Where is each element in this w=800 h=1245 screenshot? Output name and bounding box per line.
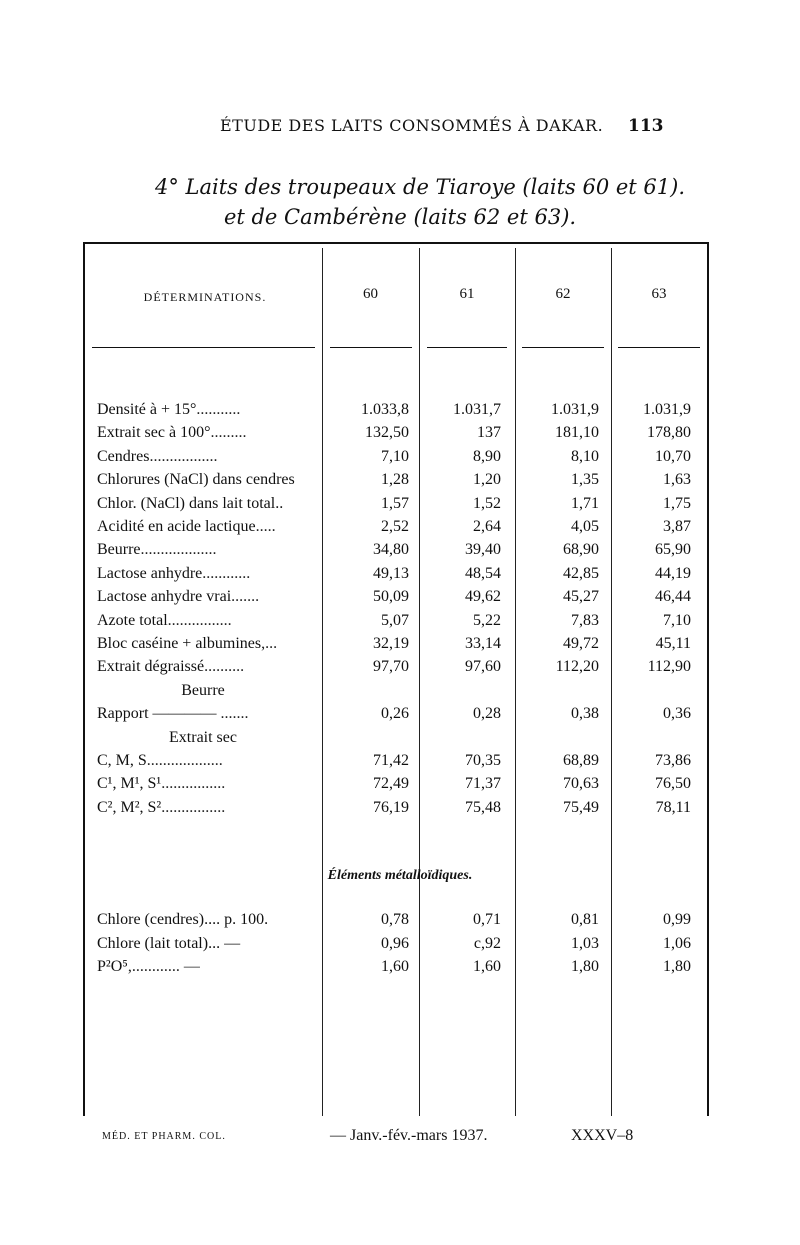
- table-row: [0, 796, 800, 819]
- row-label: [97, 562, 319, 585]
- cell-63: 178,80: [647, 424, 691, 442]
- row-label: [97, 585, 319, 608]
- table-row: [0, 655, 800, 678]
- cell-63: 1,80: [663, 958, 691, 975]
- cell-63: 1.031,9: [643, 401, 691, 418]
- cell-63: 46,44: [655, 588, 691, 606]
- table-row: [0, 515, 800, 538]
- cell-62: 1,03: [571, 934, 599, 952]
- row-label: [97, 609, 319, 632]
- section-title-line1: 4° Laits des troupeaux de Tiaroye (laits 60 et 61).: [154, 175, 685, 199]
- cell-61: 49,62: [465, 588, 501, 606]
- table-row: [0, 749, 800, 772]
- table-row: [0, 932, 800, 955]
- cell-62: 7,83: [571, 611, 599, 629]
- row-label-text: Beurre: [97, 541, 141, 559]
- row-label-text: Beurre: [181, 681, 225, 699]
- row-label: [97, 955, 319, 978]
- header-col-63: 63: [651, 286, 667, 302]
- header-determinations: DÉTERMINATIONS.: [143, 290, 267, 304]
- cell-61: 70,35: [465, 752, 501, 769]
- row-label-text: Azote total: [97, 611, 168, 629]
- cell-61: 97,60: [465, 658, 501, 676]
- cell-63: 73,86: [655, 752, 691, 769]
- cell-62: 68,89: [563, 752, 599, 769]
- row-leader-dots: ............: [202, 564, 251, 582]
- row-label-text: C², M², S²: [97, 798, 162, 816]
- cell-63: 1,75: [663, 494, 691, 512]
- row-leader-dots: ................: [161, 798, 226, 816]
- cell-62: 42,85: [563, 564, 599, 582]
- row-label-text: Cendres: [97, 447, 150, 465]
- row-label-text: Extrait dégraissé: [97, 658, 205, 676]
- cell-63: 7,10: [663, 611, 691, 629]
- cell-61: 39,40: [465, 541, 501, 559]
- table-row: [0, 468, 800, 491]
- cell-61: 8,90: [473, 447, 501, 465]
- cell-62: 4,05: [571, 518, 599, 535]
- header-col-60: 60: [363, 286, 378, 302]
- cell-60: 50,09: [373, 588, 409, 606]
- header-col-62: 62: [555, 286, 571, 302]
- cell-61: 0,28: [473, 705, 501, 723]
- cell-60: 7,10: [381, 447, 409, 465]
- row-label-text: Lactose anhydre: [97, 564, 203, 582]
- header-rule: [618, 347, 700, 348]
- row-leader-dots: .........: [210, 424, 247, 442]
- cell-62: 49,72: [563, 635, 599, 652]
- cell-60: 1,28: [381, 471, 409, 489]
- row-label: [97, 538, 319, 561]
- cell-62: 1,71: [571, 494, 599, 512]
- row-leader-dots: ,............ —: [127, 958, 200, 975]
- header-col-61: 61: [459, 286, 475, 302]
- cell-63: 76,50: [655, 775, 691, 793]
- cell-60: 5,07: [381, 611, 409, 629]
- table-row: [0, 538, 800, 561]
- cell-60: 32,19: [373, 635, 409, 652]
- cell-61: 48,54: [465, 564, 501, 582]
- row-label-text: Chlor. (NaCl) dans lait total..: [97, 494, 284, 512]
- cell-63: 65,90: [655, 541, 691, 559]
- cell-62: 112,20: [555, 658, 599, 676]
- row-label-text: Extrait sec: [169, 728, 237, 746]
- row-label: [97, 492, 319, 515]
- cell-62: 68,90: [563, 541, 599, 559]
- table-row: [0, 632, 800, 655]
- row-leader-dots: .....: [255, 518, 276, 535]
- cell-62: 0,81: [571, 911, 599, 928]
- cell-61: 5,22: [473, 611, 501, 629]
- row-label-text: Densité à + 15°: [97, 401, 197, 418]
- cell-62: 45,27: [563, 588, 599, 606]
- cell-61: 137: [477, 424, 501, 442]
- row-label: [97, 421, 319, 444]
- footer-volume: XXXV–8: [571, 1127, 634, 1144]
- row-label-text: Chlore (lait total)... —: [97, 934, 241, 952]
- cell-61: 33,14: [465, 635, 501, 652]
- cell-63: 78,11: [655, 798, 691, 816]
- row-label: [97, 796, 319, 819]
- row-leader-dots: .......: [231, 588, 260, 606]
- cell-62: 1,80: [571, 958, 599, 975]
- cell-60: 1.033,8: [361, 401, 409, 418]
- row-label: [97, 445, 319, 468]
- cell-62: 0,38: [571, 705, 599, 723]
- cell-60: 34,80: [373, 541, 409, 559]
- table-row: [0, 726, 800, 749]
- row-label-text: C, M, S: [97, 752, 147, 769]
- cell-61: 1,20: [473, 471, 501, 489]
- cell-61: 1.031,7: [453, 401, 501, 418]
- row-label: [97, 749, 319, 772]
- row-label: [97, 632, 319, 655]
- row-leader-dots: ................: [161, 775, 226, 793]
- row-label-text: Chlorures (NaCl) dans cendres: [97, 471, 295, 489]
- header-rule: [330, 347, 412, 348]
- row-label: [97, 726, 309, 749]
- cell-61: 1,52: [473, 494, 501, 512]
- cell-60: 0,26: [381, 705, 409, 723]
- cell-61: 1,60: [473, 958, 501, 975]
- table-row: [0, 609, 800, 632]
- cell-61: 71,37: [465, 775, 501, 793]
- cell-63: 112,90: [647, 658, 691, 676]
- row-leader-dots: ..........: [204, 658, 245, 676]
- cell-63: 0,99: [663, 911, 691, 928]
- row-label-text: Acidité en acide lactique: [97, 518, 256, 535]
- page-footer: [0, 1127, 800, 1151]
- row-label: [97, 679, 309, 702]
- table-row: [0, 562, 800, 585]
- cell-60: 1,60: [381, 958, 409, 975]
- row-label: [97, 702, 319, 725]
- cell-62: 75,49: [563, 798, 599, 816]
- row-label: [97, 772, 319, 795]
- row-label: [97, 468, 319, 491]
- cell-62: 8,10: [571, 447, 599, 465]
- row-label-text: Lactose anhydre vrai: [97, 588, 232, 606]
- row-leader-dots: ...................: [146, 752, 223, 769]
- cell-62: 1,35: [571, 471, 599, 489]
- footer-date: — Janv.-fév.-mars 1937.: [330, 1127, 488, 1144]
- cell-60: 97,70: [373, 658, 409, 676]
- cell-63: 0,36: [663, 705, 691, 723]
- subheading-metalloid-elements: Éléments métalloïdiques.: [327, 868, 473, 883]
- row-leader-dots: ...................: [140, 541, 217, 559]
- cell-60: 132,50: [365, 424, 409, 442]
- row-label-text: Bloc caséine + albumines: [97, 635, 262, 652]
- cell-63: 1,63: [663, 471, 691, 489]
- header-rule: [427, 347, 507, 348]
- section-title: [0, 172, 800, 232]
- cell-62: 1.031,9: [551, 401, 599, 418]
- row-label: [97, 908, 319, 931]
- cell-62: 181,10: [555, 424, 599, 442]
- cell-61: 2,64: [473, 518, 501, 535]
- cell-60: 71,42: [373, 752, 409, 769]
- cell-62: 70,63: [563, 775, 599, 793]
- footer-journal: MÉD. ET PHARM. COL.: [102, 1131, 226, 1142]
- table-row: [0, 445, 800, 468]
- row-label-text: Extrait sec à 100°: [97, 424, 211, 442]
- table-row: [0, 955, 800, 978]
- cell-63: 1,06: [663, 934, 691, 952]
- cell-60: 76,19: [373, 798, 409, 816]
- cell-61: 75,48: [465, 798, 501, 816]
- cell-61: 0,71: [473, 911, 501, 928]
- cell-60: 49,13: [373, 564, 409, 582]
- table-row: [0, 908, 800, 931]
- cell-63: 45,11: [655, 635, 691, 652]
- row-leader-dots: .................: [149, 447, 218, 465]
- row-label-text: Chlore (cendres).... p. 100.: [97, 911, 269, 928]
- table-row: [0, 702, 800, 725]
- header-rule: [92, 347, 315, 348]
- table-row: [0, 398, 800, 421]
- row-label-text: P²O⁵: [97, 958, 128, 975]
- row-leader-dots: ...........: [196, 401, 241, 418]
- cell-60: 0,96: [381, 934, 409, 952]
- row-label-text: Rapport ————: [97, 705, 221, 723]
- cell-60: 72,49: [373, 775, 409, 793]
- cell-60: 2,52: [381, 518, 409, 535]
- cell-60: 0,78: [381, 911, 409, 928]
- page-number: 113: [628, 116, 664, 136]
- table-row: [0, 585, 800, 608]
- header-rule: [522, 347, 604, 348]
- table-row: [0, 492, 800, 515]
- table-row: [0, 679, 800, 702]
- row-label: [97, 515, 319, 538]
- row-label: [97, 655, 319, 678]
- cell-63: 44,19: [655, 564, 691, 582]
- running-title: ÉTUDE DES LAITS CONSOMMÉS À DAKAR.: [220, 116, 604, 135]
- row-label: [97, 932, 319, 955]
- table-row: [0, 772, 800, 795]
- table-row: [0, 421, 800, 444]
- cell-60: 1,57: [381, 494, 409, 512]
- row-label-text: C¹, M¹, S¹: [97, 775, 162, 793]
- cell-61: c,92: [473, 934, 501, 952]
- row-leader-dots: ,...: [261, 635, 278, 652]
- row-leader-dots: .......: [220, 705, 249, 723]
- row-label: [97, 398, 319, 421]
- running-head: [0, 116, 800, 140]
- section-title-line2: et de Cambérène (laits 62 et 63).: [223, 205, 577, 229]
- cell-63: 10,70: [655, 447, 691, 465]
- row-leader-dots: ................: [167, 611, 232, 629]
- cell-63: 3,87: [663, 518, 691, 535]
